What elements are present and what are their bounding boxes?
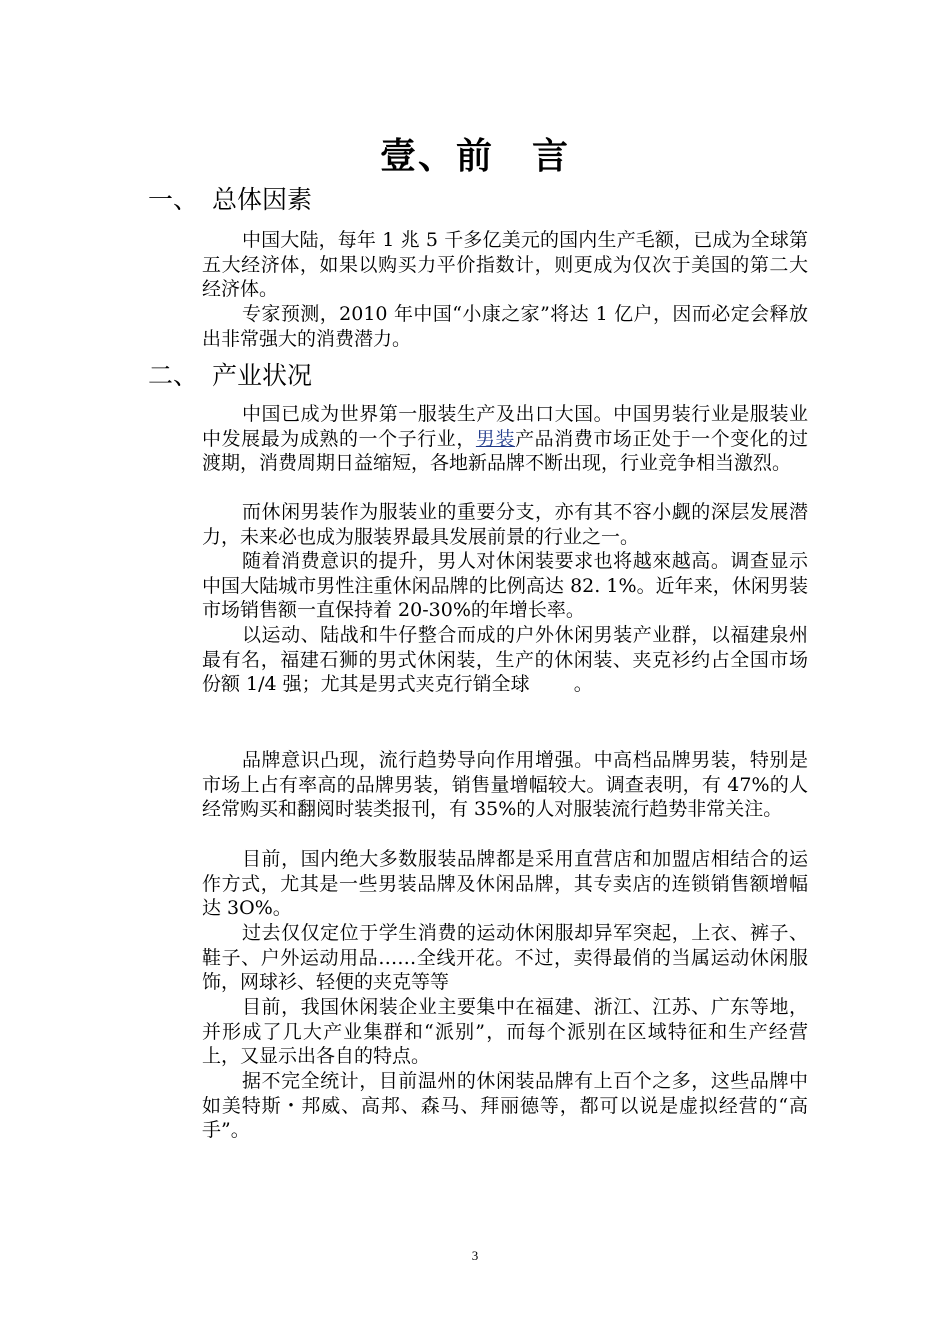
- section-number: 一、: [148, 185, 199, 214]
- paragraph: [202, 402, 808, 476]
- paragraph-text: 中国已成为世界第一服装生产及出口大国。中国男装行业是服装业中发展最为成熟的一个子行业，: [202, 403, 808, 450]
- paragraph-text: 产品消费市场正处于一个变化的过渡期，消费周期日益缩短，各地新品牌不断出现，行业竞争相当激烈。: [202, 427, 808, 474]
- section-number: 二、: [148, 361, 199, 390]
- page-title: [0, 128, 950, 179]
- paragraph: 以运动、陆战和牛仔整合而成的户外休闲男装产业群，以福建泉州最有名，福建石狮的男式休闲装，生产的休闲装、夹克衫约占全国市场份额 1/4 强；尤其是男式夹克行销全球 。: [202, 624, 808, 695]
- paragraph: 目前，我国休闲装企业主要集中在福建、浙江、江苏、广东等地，并形成了几大产业集群和“派别”，而每个派别在区域特征和生产经营上，又显示出各自的特点。: [202, 996, 808, 1067]
- title-part-1: 壹、前: [379, 136, 494, 177]
- paragraph: 过去仅仅定位于学生消费的运动休闲服却异军突起，上衣、裤子、鞋子、户外运动用品……全线开花。不过，卖得最俏的当属运动休闲服饰，网球衫、轻便的夹克等等: [202, 922, 808, 993]
- title-part-2: 言: [532, 136, 571, 177]
- paragraph: 随着消费意识的提升，男人对休闲装要求也将越來越高。调查显示中国大陆城市男性注重休闲品牌的比例高达 82. 1%。近年来，休闲男装市场销售额一直保持着 20-30%的年增长率。: [202, 550, 808, 621]
- paragraph: 据不完全统计，目前温州的休闲装品牌有上百个之多，这些品牌中如美特斯・邦威、高邦、森马、拜丽德等，都可以说是虚拟经营的“高手”。: [202, 1070, 808, 1141]
- paragraph: 而休闲男装作为服装业的重要分支，亦有其不容小觑的深层发展潜力，未来必也成为服装界最具发展前景的行业之一。: [202, 501, 808, 548]
- paragraph: 专家预测，2010 年中国“小康之家”将达 1 亿户，因而必定会释放出非常强大的消费潜力。: [202, 303, 808, 350]
- section-heading-1: [148, 184, 312, 216]
- section-title: 产业状况: [212, 361, 313, 390]
- page-number: 3: [471, 1248, 479, 1263]
- paragraph: 中国大陆，每年 1 兆 5 千多亿美元的国内生产毛额，已成为全球第五大经济体，如果以购买力平价指数计，则更成为仅次于美国的第二大经济体。: [202, 229, 808, 300]
- section-title: 总体因素: [212, 185, 313, 214]
- menswear-link[interactable]: 男装: [475, 427, 516, 450]
- paragraph: 品牌意识凸现，流行趋势导向作用增强。中高档品牌男装，特别是市场上占有率高的品牌男装，销售量增幅较大。调查表明，有 47%的人经常购买和翻阅时装类报刊，有 35%的人对服装流行趋势非常关注。: [202, 749, 808, 820]
- section-heading-2: [148, 360, 312, 392]
- paragraph: 目前，国内绝大多数服装品牌都是采用直营店和加盟店相结合的运作方式，尤其是一些男装品牌及休闲品牌，其专卖店的连锁销售额增幅达 3O%。: [202, 848, 808, 919]
